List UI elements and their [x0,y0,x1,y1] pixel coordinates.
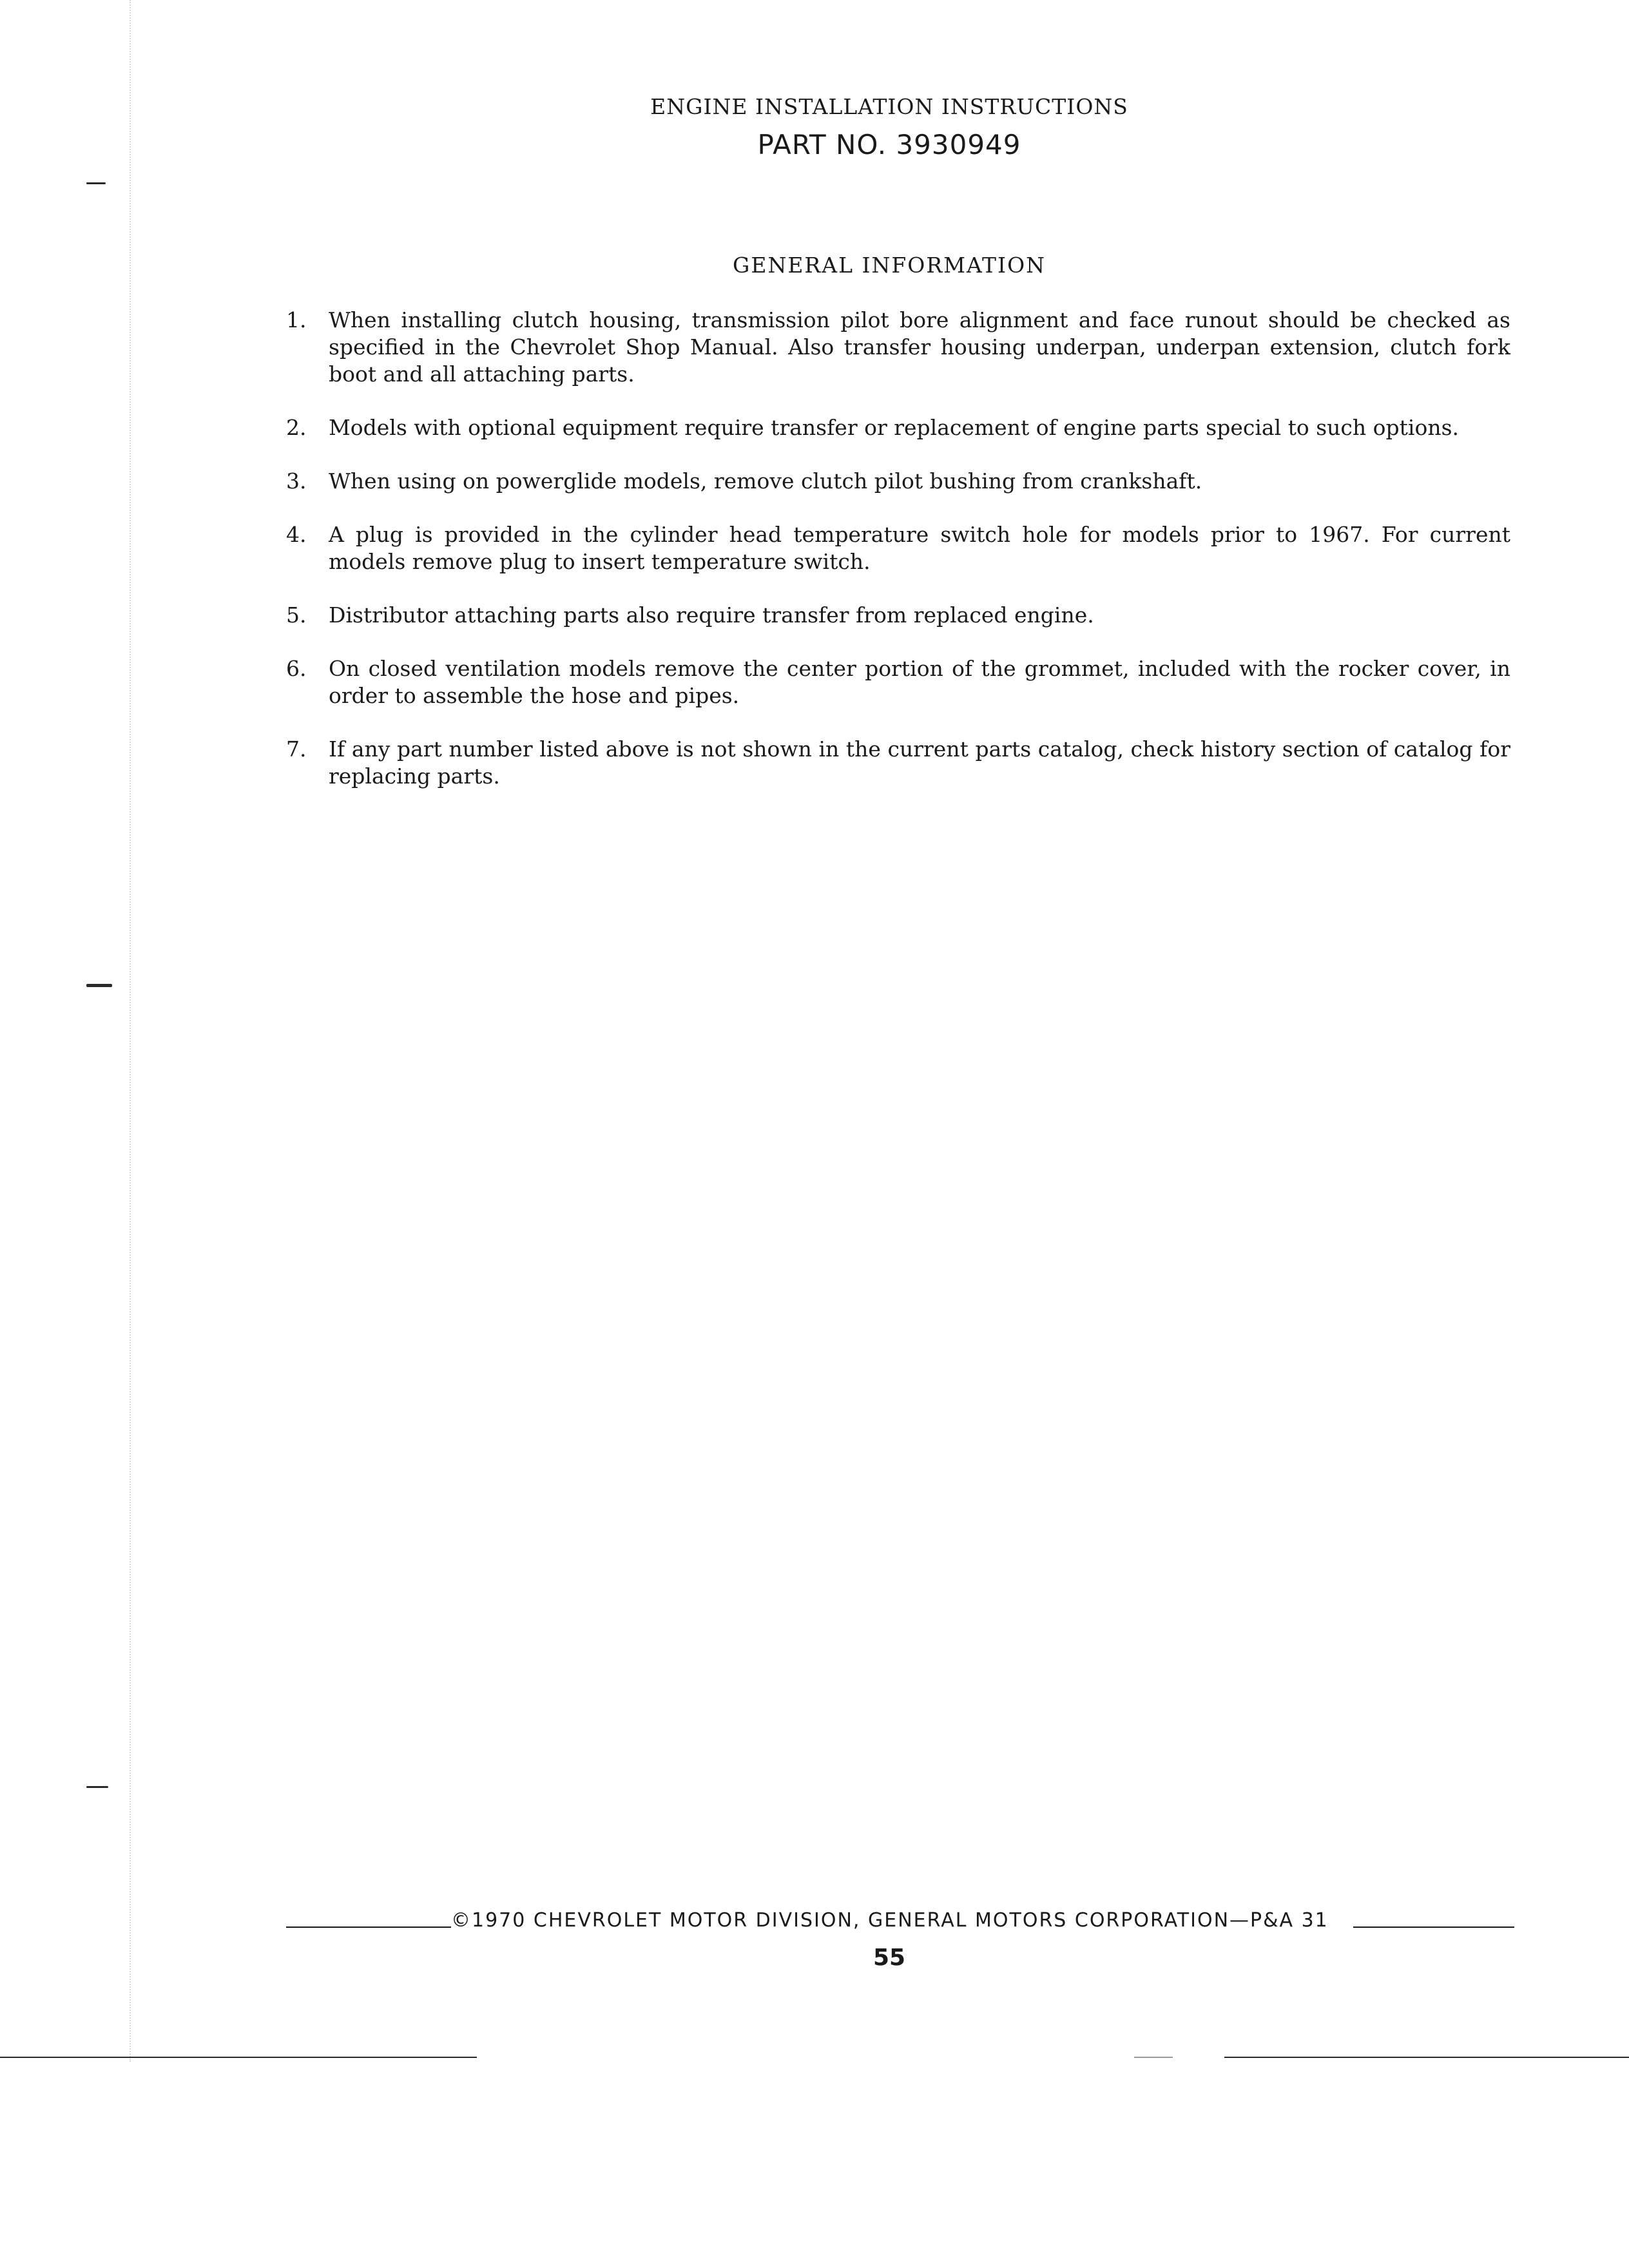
document-title: ENGINE INSTALLATION INSTRUCTIONS [650,94,1128,119]
bottom-edge-line [0,2057,477,2058]
bottom-edge-line [1134,2057,1173,2058]
binding-edge-line [130,0,131,2062]
page-number: 55 [872,1945,906,1971]
section-heading: GENERAL INFORMATION [733,253,1046,278]
item-text: Distributor attaching parts also require transfer from replaced engine. [329,602,1094,628]
item-number: 1. [286,307,307,332]
item-text: On closed ventilation models remove the center portion of the grommet, included with the rocker cover, in order to assemble the hose and pipes. [329,656,1510,708]
list-item [286,414,1510,441]
instruction-list [286,307,1510,816]
item-text: If any part number listed above is not shown in the current parts catalog, check history section of catalog for replacing parts. [329,736,1510,789]
item-text: A plug is provided in the cylinder head temperature switch hole for models prior to 1967. For current models remove plug to insert temperature switch. [329,522,1510,574]
item-text: When using on powerglide models, remove clutch pilot bushing from crankshaft. [329,468,1202,494]
list-item [286,521,1510,575]
binding-mark [86,1786,108,1788]
item-number: 6. [286,656,307,681]
part-number: PART NO. 3930949 [757,129,1021,160]
binding-mark [86,984,112,987]
item-number: 7. [286,736,307,762]
item-number: 2. [286,415,307,440]
footer-rule-right [1353,1927,1514,1928]
item-number: 5. [286,602,307,628]
footer-rule-left [286,1927,451,1928]
item-text: When installing clutch housing, transmission pilot bore alignment and face runout should be checked as specified in the Chevrolet Shop Manual. Also transfer housing underpan, underpan extension, clutch fork boot and all attaching parts. [329,307,1510,387]
list-item [286,307,1510,388]
list-item [286,736,1510,790]
binding-mark [86,182,106,184]
copyright-line: ©1970 CHEVROLET MOTOR DIVISION, GENERAL MOTORS CORPORATION—P&A 31 [451,1909,1329,1932]
list-item [286,468,1510,495]
item-number: 3. [286,468,307,494]
item-number: 4. [286,522,307,547]
item-text: Models with optional equipment require transfer or replacement of engine parts special to such options. [329,415,1460,440]
list-item [286,655,1510,709]
bottom-edge-line [1224,2057,1629,2058]
list-item [286,602,1510,629]
